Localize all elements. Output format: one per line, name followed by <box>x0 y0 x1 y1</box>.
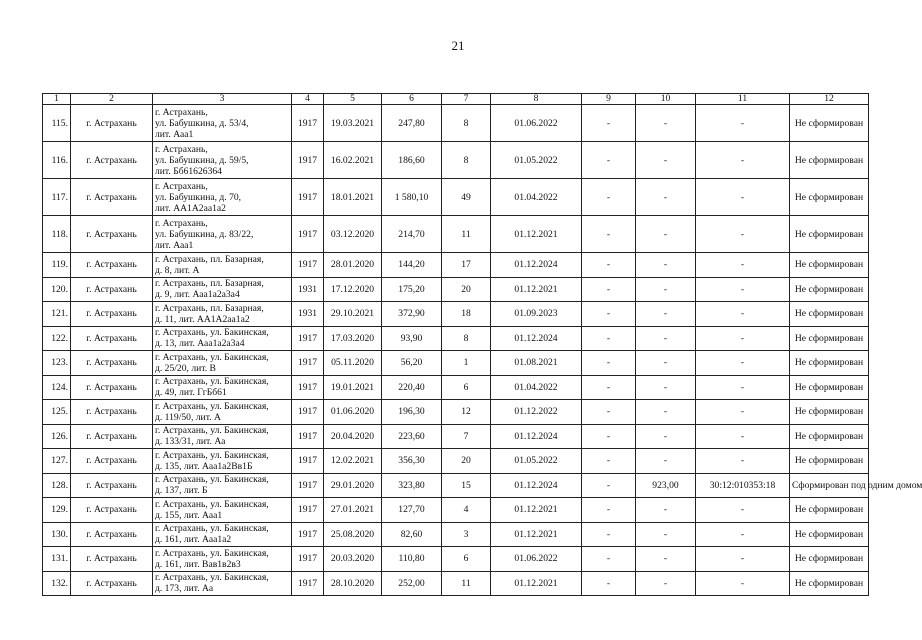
deadline-cell: 01.12.2024 <box>491 253 582 278</box>
address-line: д. 8, лит. А <box>155 264 200 276</box>
table-row <box>43 277 869 302</box>
address-line: д. 161, лит. Ааа1а2 <box>155 534 232 546</box>
status-cell: Не сформирован <box>790 302 869 327</box>
deadline-cell: 01.12.2024 <box>491 326 582 351</box>
row-number-cell: 126. <box>43 424 71 449</box>
area-cell: 220,40 <box>382 375 442 400</box>
land-area-cell: - <box>636 105 696 142</box>
column-header: 9 <box>582 94 636 105</box>
city-cell: г. Астрахань <box>71 449 153 474</box>
table-row <box>43 179 869 216</box>
count-cell: 17 <box>442 253 491 278</box>
address-line: г. Астрахань, <box>155 217 208 229</box>
land-area-cell: - <box>636 498 696 523</box>
land-area-cell: - <box>636 179 696 216</box>
area-cell: 214,70 <box>382 216 442 253</box>
table-row <box>43 449 869 474</box>
deadline-cell: 01.12.2024 <box>491 473 582 498</box>
address-cell <box>153 400 292 425</box>
address-line: ул. Бабушкина, д. 83/22, <box>155 228 254 240</box>
year-cell: 1917 <box>292 142 324 179</box>
address-line: д. 173, лит. Аа <box>155 583 214 595</box>
deadline-cell: 01.12.2022 <box>491 400 582 425</box>
date-cell: 29.10.2021 <box>324 302 382 327</box>
address-cell <box>153 277 292 302</box>
table-body <box>43 105 922 596</box>
year-cell: 1917 <box>292 216 324 253</box>
year-cell: 1931 <box>292 302 324 327</box>
deadline-cell: 01.04.2022 <box>491 179 582 216</box>
address-cell <box>153 326 292 351</box>
address-line: лит. АА1А2аа1а2 <box>155 202 226 214</box>
address-cell <box>153 522 292 547</box>
row-number-cell: 125. <box>43 400 71 425</box>
status-cell: Не сформирован <box>790 375 869 400</box>
city-cell: г. Астрахань <box>71 302 153 327</box>
column-header: 5 <box>324 94 382 105</box>
table-row <box>43 105 869 142</box>
row-number-cell: 124. <box>43 375 71 400</box>
row-number-cell: 123. <box>43 351 71 376</box>
land-area-cell: - <box>636 571 696 596</box>
area-cell: 1 580,10 <box>382 179 442 216</box>
count-cell: 11 <box>442 571 491 596</box>
cadastral-number-cell: - <box>696 326 790 351</box>
address-cell <box>153 351 292 376</box>
status-cell: Не сформирован <box>790 547 869 572</box>
cadastral-number-cell: - <box>696 351 790 376</box>
column-9-cell: - <box>582 473 636 498</box>
status-cell: Не сформирован <box>790 142 869 179</box>
city-cell: г. Астрахань <box>71 571 153 596</box>
land-area-cell: - <box>636 302 696 327</box>
table-row <box>43 498 869 523</box>
land-area-cell: - <box>636 375 696 400</box>
count-cell: 3 <box>442 522 491 547</box>
address-cell <box>153 253 292 278</box>
address-line: г. Астрахань, ул. Бакинская, <box>155 474 269 486</box>
cadastral-number-cell: - <box>696 216 790 253</box>
land-area-cell: - <box>636 400 696 425</box>
year-cell: 1917 <box>292 253 324 278</box>
cadastral-number-cell: - <box>696 522 790 547</box>
cadastral-number-cell: - <box>696 547 790 572</box>
city-cell: г. Астрахань <box>71 253 153 278</box>
city-cell: г. Астрахань <box>71 216 153 253</box>
count-cell: 8 <box>442 142 491 179</box>
year-cell: 1917 <box>292 375 324 400</box>
date-cell: 29.01.2020 <box>324 473 382 498</box>
cadastral-number-cell: - <box>696 400 790 425</box>
city-cell: г. Астрахань <box>71 473 153 498</box>
area-cell: 223,60 <box>382 424 442 449</box>
table-row <box>43 302 869 327</box>
address-line: г. Астрахань, <box>155 180 208 192</box>
count-cell: 18 <box>442 302 491 327</box>
address-line: г. Астрахань, ул. Бакинская, <box>155 376 269 388</box>
cadastral-number-cell: - <box>696 498 790 523</box>
land-area-cell: 923,00 <box>636 473 696 498</box>
city-cell: г. Астрахань <box>71 547 153 572</box>
city-cell: г. Астрахань <box>71 326 153 351</box>
count-cell: 7 <box>442 424 491 449</box>
deadline-cell: 01.12.2021 <box>491 216 582 253</box>
status-cell: Не сформирован <box>790 571 869 596</box>
cadastral-number-cell: - <box>696 375 790 400</box>
column-9-cell: - <box>582 449 636 474</box>
cadastral-number-cell: - <box>696 179 790 216</box>
row-number-cell: 121. <box>43 302 71 327</box>
row-number-cell: 129. <box>43 498 71 523</box>
column-header: 7 <box>442 94 491 105</box>
date-cell: 05.11.2020 <box>324 351 382 376</box>
area-cell: 252,00 <box>382 571 442 596</box>
address-line: д. 137, лит. Б <box>155 485 208 497</box>
status-cell: Не сформирован <box>790 351 869 376</box>
address-line: ул. Бабушкина, д. 59/5, <box>155 154 249 166</box>
row-number-cell: 120. <box>43 277 71 302</box>
address-line: г. Астрахань, ул. Бакинская, <box>155 547 269 559</box>
column-header: 2 <box>71 94 153 105</box>
year-cell: 1917 <box>292 326 324 351</box>
status-cell: Не сформирован <box>790 253 869 278</box>
table-row <box>43 375 869 400</box>
address-line: г. Астрахань, пл. Базарная, <box>155 278 264 290</box>
year-cell: 1917 <box>292 498 324 523</box>
land-area-cell: - <box>636 326 696 351</box>
address-line: д. 133/31, лит. Аа <box>155 436 226 448</box>
column-9-cell: - <box>582 498 636 523</box>
address-line: г. Астрахань, пл. Базарная, <box>155 302 264 314</box>
table-row <box>43 351 869 376</box>
year-cell: 1917 <box>292 424 324 449</box>
address-line: д. 155, лит. Ааа1 <box>155 509 223 521</box>
address-cell <box>153 571 292 596</box>
row-number-cell: 131. <box>43 547 71 572</box>
column-9-cell: - <box>582 547 636 572</box>
area-cell: 110,80 <box>382 547 442 572</box>
year-cell: 1917 <box>292 449 324 474</box>
area-cell: 323,80 <box>382 473 442 498</box>
city-cell: г. Астрахань <box>71 105 153 142</box>
area-cell: 247,80 <box>382 105 442 142</box>
address-cell <box>153 179 292 216</box>
address-cell <box>153 473 292 498</box>
address-line: г. Астрахань, <box>155 143 208 155</box>
count-cell: 8 <box>442 105 491 142</box>
row-number-cell: 116. <box>43 142 71 179</box>
column-header: 4 <box>292 94 324 105</box>
address-line: д. 25/20, лит. В <box>155 362 216 374</box>
city-cell: г. Астрахань <box>71 142 153 179</box>
address-cell <box>153 142 292 179</box>
column-9-cell: - <box>582 277 636 302</box>
count-cell: 6 <box>442 375 491 400</box>
address-cell <box>153 216 292 253</box>
city-cell: г. Астрахань <box>71 400 153 425</box>
date-cell: 18.01.2021 <box>324 179 382 216</box>
area-cell: 356,30 <box>382 449 442 474</box>
row-number-cell: 115. <box>43 105 71 142</box>
column-9-cell: - <box>582 571 636 596</box>
land-area-cell: - <box>636 142 696 179</box>
table-row <box>43 142 869 179</box>
year-cell: 1917 <box>292 105 324 142</box>
deadline-cell: 01.12.2021 <box>491 522 582 547</box>
status-cell: Сформирован под одним домом <box>790 473 869 498</box>
count-cell: 20 <box>442 449 491 474</box>
column-9-cell: - <box>582 522 636 547</box>
city-cell: г. Астрахань <box>71 498 153 523</box>
date-cell: 12.02.2021 <box>324 449 382 474</box>
cadastral-number-cell: - <box>696 449 790 474</box>
status-cell: Не сформирован <box>790 277 869 302</box>
address-line: г. Астрахань, ул. Бакинская, <box>155 572 269 584</box>
row-number-cell: 118. <box>43 216 71 253</box>
address-line: г. Астрахань, ул. Бакинская, <box>155 425 269 437</box>
table-row <box>43 473 869 498</box>
count-cell: 15 <box>442 473 491 498</box>
address-line: г. Астрахань, ул. Бакинская, <box>155 351 269 363</box>
deadline-cell: 01.09.2023 <box>491 302 582 327</box>
city-cell: г. Астрахань <box>71 424 153 449</box>
address-line: г. Астрахань, ул. Бакинская, <box>155 523 269 535</box>
column-header: 12 <box>790 94 869 105</box>
cadastral-number-cell: - <box>696 571 790 596</box>
land-area-cell: - <box>636 253 696 278</box>
table-row <box>43 216 869 253</box>
city-cell: г. Астрахань <box>71 375 153 400</box>
column-header: 6 <box>382 94 442 105</box>
deadline-cell: 01.12.2024 <box>491 424 582 449</box>
address-line: г. Астрахань, ул. Бакинская, <box>155 449 269 461</box>
address-line: д. 49, лит. ГгБб61 <box>155 387 227 399</box>
area-cell: 127,70 <box>382 498 442 523</box>
status-cell: Не сформирован <box>790 326 869 351</box>
date-cell: 03.12.2020 <box>324 216 382 253</box>
status-cell: Не сформирован <box>790 216 869 253</box>
year-cell: 1917 <box>292 547 324 572</box>
area-cell: 372,90 <box>382 302 442 327</box>
status-cell: Не сформирован <box>790 179 869 216</box>
address-line: г. Астрахань, ул. Бакинская, <box>155 498 269 510</box>
column-header: 1 <box>43 94 71 105</box>
deadline-cell: 01.12.2021 <box>491 498 582 523</box>
address-cell <box>153 105 292 142</box>
column-header: 10 <box>636 94 696 105</box>
date-cell: 19.03.2021 <box>324 105 382 142</box>
column-9-cell: - <box>582 253 636 278</box>
deadline-cell: 01.12.2021 <box>491 277 582 302</box>
date-cell: 27.01.2021 <box>324 498 382 523</box>
cadastral-number-cell: - <box>696 424 790 449</box>
column-header: 3 <box>153 94 292 105</box>
address-cell <box>153 424 292 449</box>
address-line: г. Астрахань, ул. Бакинская, <box>155 327 269 339</box>
column-header: 8 <box>491 94 582 105</box>
address-line: ул. Бабушкина, д. 53/4, <box>155 117 249 129</box>
column-header: 11 <box>696 94 790 105</box>
address-line: лит. Ааа1 <box>155 239 194 251</box>
count-cell: 6 <box>442 547 491 572</box>
deadline-cell: 01.12.2021 <box>491 571 582 596</box>
address-cell <box>153 449 292 474</box>
date-cell: 19.01.2021 <box>324 375 382 400</box>
table-row <box>43 571 869 596</box>
area-cell: 175,20 <box>382 277 442 302</box>
status-cell: Не сформирован <box>790 522 869 547</box>
row-number-cell: 132. <box>43 571 71 596</box>
row-number-cell: 119. <box>43 253 71 278</box>
deadline-cell: 01.05.2022 <box>491 449 582 474</box>
land-area-cell: - <box>636 216 696 253</box>
date-cell: 20.03.2020 <box>324 547 382 572</box>
count-cell: 4 <box>442 498 491 523</box>
count-cell: 12 <box>442 400 491 425</box>
city-cell: г. Астрахань <box>71 351 153 376</box>
address-line: д. 11, лит. АА1А2аа1а2 <box>155 313 250 325</box>
city-cell: г. Астрахань <box>71 179 153 216</box>
land-area-cell: - <box>636 351 696 376</box>
header-row <box>43 94 869 105</box>
table-row <box>43 253 869 278</box>
address-line: д. 161, лит. Вав1в2в3 <box>155 558 241 570</box>
cadastral-number-cell: - <box>696 302 790 327</box>
city-cell: г. Астрахань <box>71 277 153 302</box>
column-9-cell: - <box>582 400 636 425</box>
status-cell: Не сформирован <box>790 105 869 142</box>
land-area-cell: - <box>636 547 696 572</box>
area-cell: 93,90 <box>382 326 442 351</box>
address-line: д. 9, лит. Ааа1а2а3а4 <box>155 289 240 301</box>
area-cell: 186,60 <box>382 142 442 179</box>
table-row <box>43 522 869 547</box>
row-number-cell: 117. <box>43 179 71 216</box>
row-number-cell: 122. <box>43 326 71 351</box>
address-line: г. Астрахань, ул. Бакинская, <box>155 400 269 412</box>
deadline-cell: 01.04.2022 <box>491 375 582 400</box>
cadastral-number-cell: - <box>696 105 790 142</box>
area-cell: 196,30 <box>382 400 442 425</box>
land-area-cell: - <box>636 449 696 474</box>
year-cell: 1917 <box>292 351 324 376</box>
date-cell: 17.12.2020 <box>324 277 382 302</box>
address-line: г. Астрахань, <box>155 106 208 118</box>
address-cell <box>153 375 292 400</box>
date-cell: 16.02.2021 <box>324 142 382 179</box>
address-line: ул. Бабушкина, д. 70, <box>155 191 242 203</box>
year-cell: 1917 <box>292 400 324 425</box>
date-cell: 20.04.2020 <box>324 424 382 449</box>
address-line: лит. Бб61626364 <box>155 165 222 177</box>
status-cell: Не сформирован <box>790 400 869 425</box>
count-cell: 8 <box>442 326 491 351</box>
column-9-cell: - <box>582 179 636 216</box>
column-9-cell: - <box>582 326 636 351</box>
year-cell: 1931 <box>292 277 324 302</box>
city-cell: г. Астрахань <box>71 522 153 547</box>
table-row <box>43 547 869 572</box>
land-area-cell: - <box>636 277 696 302</box>
date-cell: 28.01.2020 <box>324 253 382 278</box>
row-number-cell: 128. <box>43 473 71 498</box>
count-cell: 20 <box>442 277 491 302</box>
address-line: д. 135, лит. Ааа1а2Вв1Б <box>155 460 253 472</box>
year-cell: 1917 <box>292 522 324 547</box>
date-cell: 01.06.2020 <box>324 400 382 425</box>
area-cell: 56,20 <box>382 351 442 376</box>
status-cell: Не сформирован <box>790 498 869 523</box>
table-row <box>43 326 869 351</box>
deadline-cell: 01.05.2022 <box>491 142 582 179</box>
date-cell: 28.10.2020 <box>324 571 382 596</box>
column-9-cell: - <box>582 105 636 142</box>
column-9-cell: - <box>582 302 636 327</box>
area-cell: 82,60 <box>382 522 442 547</box>
land-area-cell: - <box>636 424 696 449</box>
page-number: 21 <box>451 38 465 53</box>
column-9-cell: - <box>582 142 636 179</box>
address-line: лит. Ааа1 <box>155 128 194 140</box>
row-number-cell: 130. <box>43 522 71 547</box>
housing-registry-table <box>42 93 922 596</box>
count-cell: 11 <box>442 216 491 253</box>
year-cell: 1917 <box>292 179 324 216</box>
cadastral-number-cell: 30:12:010353:18 <box>696 473 790 498</box>
status-cell: Не сформирован <box>790 424 869 449</box>
address-line: д. 119/50, лит. А <box>155 411 221 423</box>
area-cell: 144,20 <box>382 253 442 278</box>
row-number-cell: 127. <box>43 449 71 474</box>
address-line: г. Астрахань, пл. Базарная, <box>155 253 264 265</box>
count-cell: 49 <box>442 179 491 216</box>
address-cell <box>153 547 292 572</box>
column-9-cell: - <box>582 424 636 449</box>
land-area-cell: - <box>636 522 696 547</box>
cadastral-number-cell: - <box>696 253 790 278</box>
column-9-cell: - <box>582 375 636 400</box>
table-row <box>43 424 869 449</box>
table-row <box>43 400 869 425</box>
date-cell: 25.08.2020 <box>324 522 382 547</box>
year-cell: 1917 <box>292 571 324 596</box>
date-cell: 17.03.2020 <box>324 326 382 351</box>
column-9-cell: - <box>582 351 636 376</box>
column-9-cell: - <box>582 216 636 253</box>
cadastral-number-cell: - <box>696 142 790 179</box>
address-cell <box>153 498 292 523</box>
address-line: д. 13, лит. Ааа1а2а3а4 <box>155 338 245 350</box>
deadline-cell: 01.06.2022 <box>491 547 582 572</box>
address-cell <box>153 302 292 327</box>
status-cell: Не сформирован <box>790 449 869 474</box>
deadline-cell: 01.06.2022 <box>491 105 582 142</box>
year-cell: 1917 <box>292 473 324 498</box>
count-cell: 1 <box>442 351 491 376</box>
cadastral-number-cell: - <box>696 277 790 302</box>
deadline-cell: 01.08.2021 <box>491 351 582 376</box>
